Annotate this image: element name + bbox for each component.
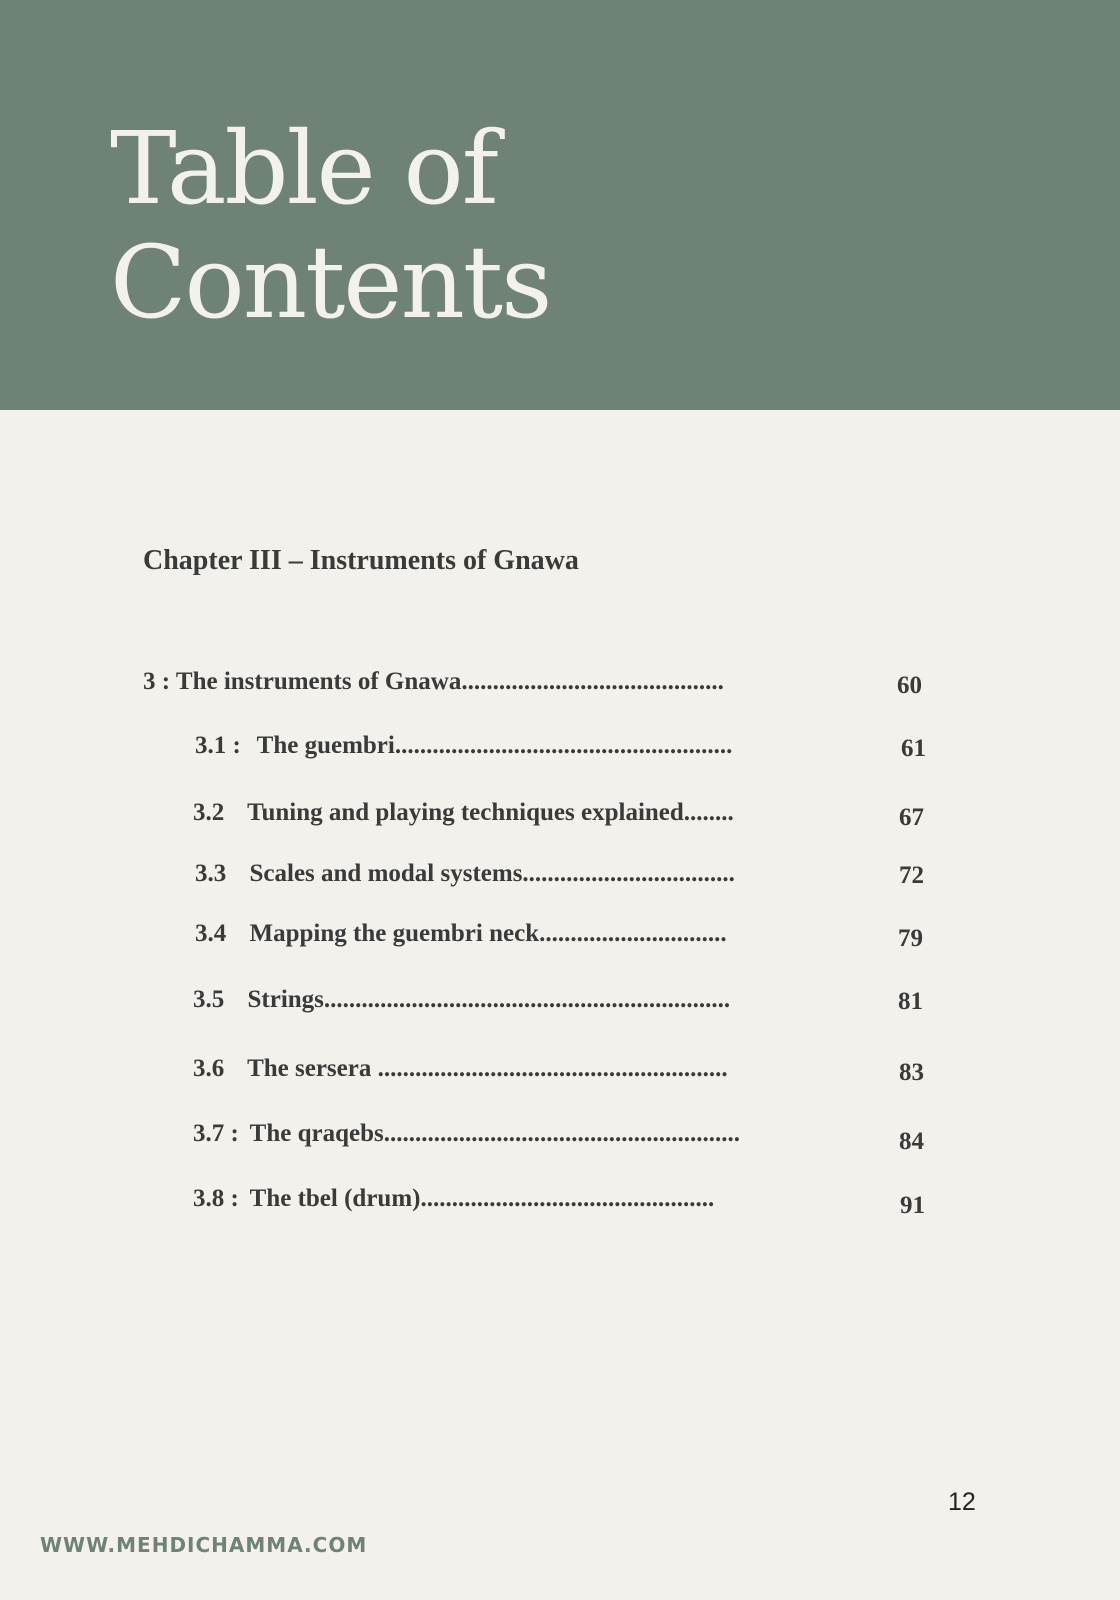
toc-entry-page: 91 (900, 1192, 925, 1219)
toc-entry-title: Strings................................................................. (247, 986, 731, 1013)
toc-entry[interactable] (193, 1055, 728, 1083)
toc-entry-title: The qraqebs......................................................... (249, 1120, 740, 1147)
header-band (0, 0, 1120, 410)
toc-entry[interactable] (195, 732, 732, 760)
toc-entry[interactable] (195, 920, 727, 948)
toc-entry-title: Tuning and playing techniques explained........ (247, 799, 734, 826)
toc-entry-title: The instruments of Gnawa.......................................... (175, 668, 724, 695)
toc-entry-page: 60 (897, 672, 922, 699)
toc-entry-page: 83 (899, 1059, 924, 1086)
page-title-line2: Contents (110, 224, 551, 341)
toc-entry[interactable] (193, 799, 734, 827)
toc-entry[interactable] (193, 986, 730, 1014)
toc-entry-page: 72 (899, 862, 924, 889)
toc-entry-title: Mapping the guembri neck.............................. (249, 920, 727, 947)
toc-entry[interactable] (193, 1185, 714, 1213)
toc-entry-title: The tbel (drum)............................................... (249, 1185, 715, 1212)
toc-entry-page: 67 (899, 804, 924, 831)
toc-entry-number: 3.4 (195, 920, 227, 947)
toc-entry-number: 3.7 : (193, 1120, 239, 1147)
toc-entry-page: 61 (901, 735, 926, 762)
toc-entry-number: 3.3 (195, 860, 227, 887)
page-number: 12 (948, 1488, 976, 1516)
toc-entry-number: 3.2 (193, 799, 225, 826)
toc-entry-number: 3.5 (193, 986, 225, 1013)
toc-entry-title: Scales and modal systems.................................. (249, 860, 735, 887)
toc-entry-number: 3.8 : (193, 1185, 239, 1212)
toc-entry-number: 3 : (143, 668, 171, 695)
toc-entry[interactable] (195, 860, 735, 888)
toc-entry-page: 84 (899, 1128, 924, 1155)
page-title (110, 112, 550, 340)
toc-entry-number: 3.6 (193, 1055, 225, 1082)
toc-entry-number: 3.1 : (195, 732, 241, 759)
toc-entry-title: The sersera ........................................................ (247, 1055, 728, 1082)
page-title-line1: Table of (110, 110, 497, 227)
chapter-heading: Chapter III – Instruments of Gnawa (143, 545, 579, 576)
toc-entry-page: 79 (898, 925, 923, 952)
toc-entry[interactable] (143, 668, 724, 696)
toc-entry-page: 81 (898, 988, 923, 1015)
toc-entry-title: The guembri...................................................... (256, 732, 733, 759)
toc-entry[interactable] (193, 1120, 740, 1148)
website-link[interactable]: WWW.MEHDICHAMMA.COM (40, 1533, 368, 1557)
